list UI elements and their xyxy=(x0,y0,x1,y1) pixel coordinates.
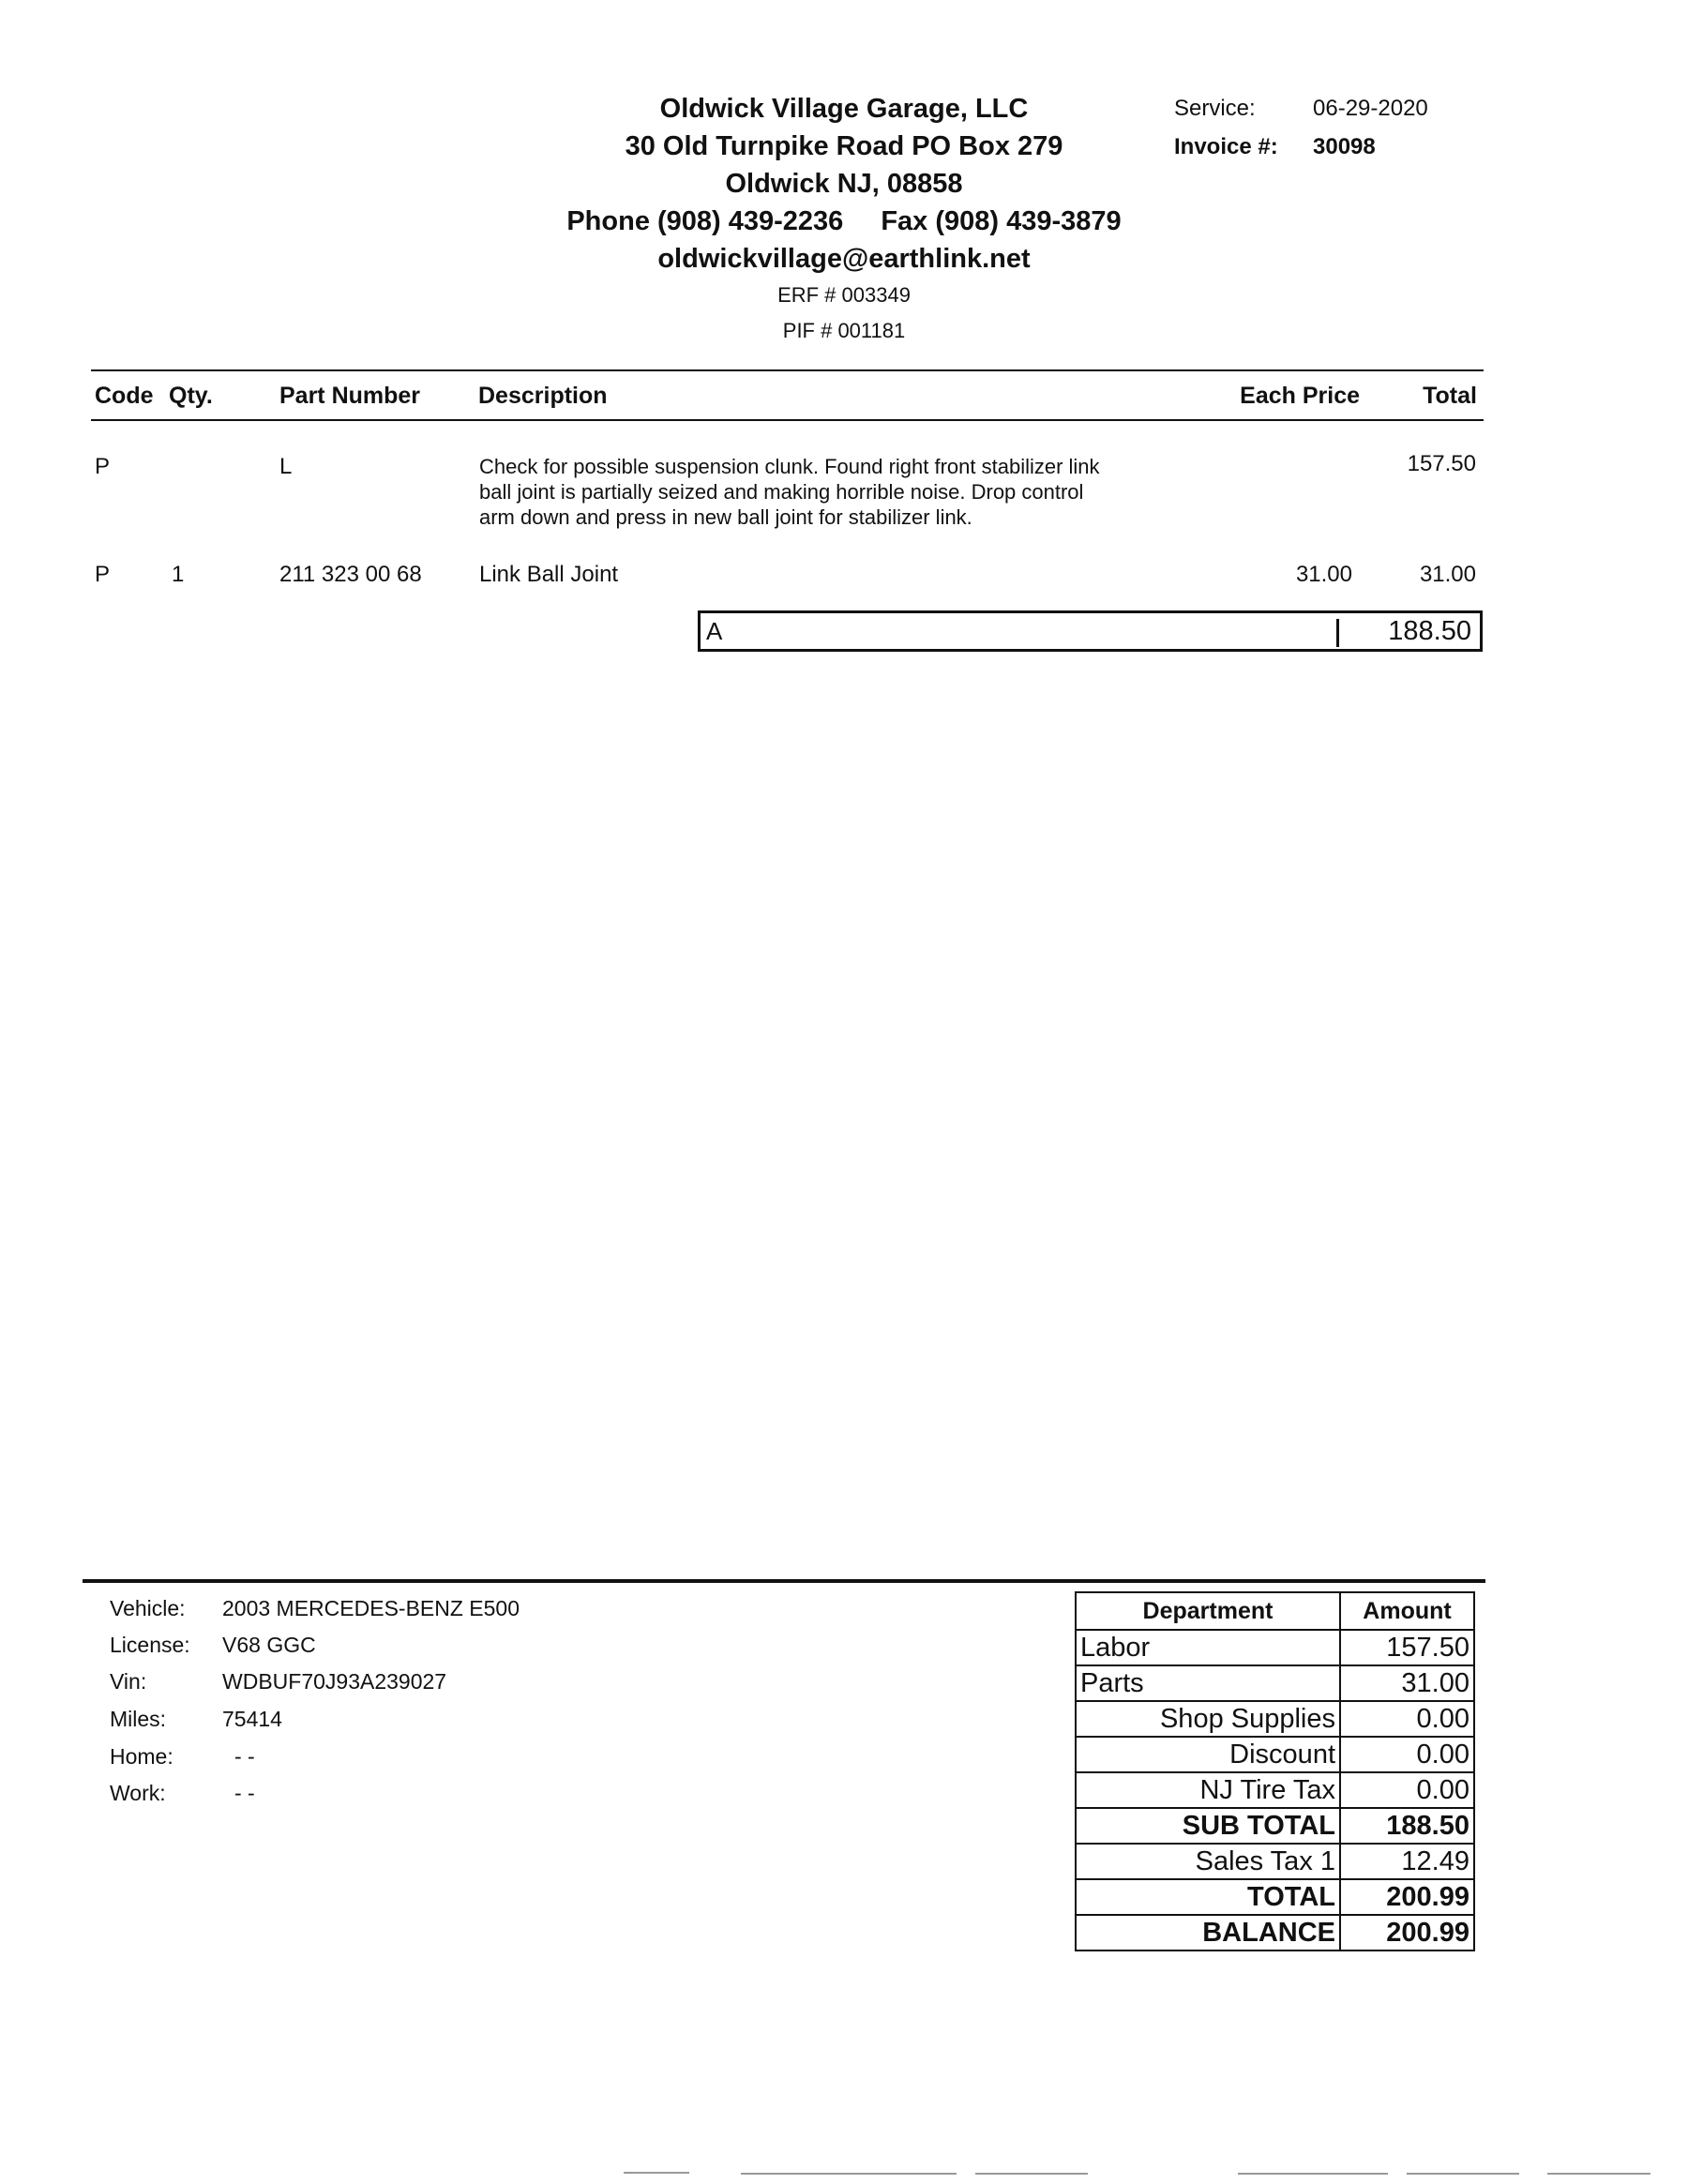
section-total-box xyxy=(698,610,1483,652)
summary-row-discount xyxy=(1076,1737,1474,1772)
invoice-number: 30098 xyxy=(1313,134,1376,159)
license-value: V68 GGC xyxy=(222,1633,316,1657)
summary-label: Shop Supplies xyxy=(1076,1701,1340,1737)
scan-dash xyxy=(1407,2173,1519,2175)
service-label: Service: xyxy=(1174,96,1256,121)
work-label: Work: xyxy=(110,1781,166,1805)
summary-row-sales-tax xyxy=(1076,1844,1474,1879)
line-item-each-price: 31.00 xyxy=(1295,562,1352,587)
line-item-total: 157.50 xyxy=(1407,451,1476,476)
summary-header-row xyxy=(1076,1592,1474,1630)
company-fax: Fax (908) 439-3879 xyxy=(881,206,1122,236)
vin-label: Vin: xyxy=(110,1669,147,1694)
summary-row-parts xyxy=(1076,1665,1474,1701)
section-total-label: A xyxy=(706,617,723,645)
miles-label: Miles: xyxy=(110,1707,167,1731)
summary-amount: 0.00 xyxy=(1340,1701,1474,1737)
col-each-price: Each Price xyxy=(1240,383,1360,409)
company-email: oldwickvillage@earthlink.net xyxy=(657,244,1031,274)
scan-dash xyxy=(624,2172,689,2174)
line-item-qty: 1 xyxy=(172,562,185,587)
vehicle-value: 2003 MERCEDES-BENZ E500 xyxy=(222,1596,520,1620)
summary-amount: 0.00 xyxy=(1340,1737,1474,1772)
summary-label: SUB TOTAL xyxy=(1076,1808,1340,1844)
company-contact xyxy=(0,206,1688,237)
erf-number: ERF # 003349 xyxy=(777,283,911,307)
line-item-description: Link Ball Joint xyxy=(479,562,619,587)
summary-amount: 200.99 xyxy=(1340,1915,1474,1951)
summary-label: TOTAL xyxy=(1076,1879,1340,1915)
section-total-divider xyxy=(1336,619,1339,647)
summary-table xyxy=(1075,1591,1475,1951)
summary-amount: 0.00 xyxy=(1340,1772,1474,1808)
col-description: Description xyxy=(478,383,608,409)
line-item-part-number: L xyxy=(279,454,293,479)
summary-amount: 157.50 xyxy=(1340,1630,1474,1665)
company-phone: Phone (908) 439-2236 xyxy=(566,206,844,236)
summary-row-total xyxy=(1076,1879,1474,1915)
summary-label: Parts xyxy=(1076,1665,1340,1701)
summary-row-shop-supplies xyxy=(1076,1701,1474,1737)
summary-label: Labor xyxy=(1076,1630,1340,1665)
header-rule-top xyxy=(91,369,1484,371)
header-rule-bottom xyxy=(91,419,1484,421)
col-code: Code xyxy=(95,383,154,409)
scan-dash xyxy=(1547,2173,1650,2175)
department-header: Department xyxy=(1076,1592,1340,1630)
line-item-part-number: 211 323 00 68 xyxy=(279,562,422,587)
company-name: Oldwick Village Garage, LLC xyxy=(659,94,1029,124)
summary-label: NJ Tire Tax xyxy=(1076,1772,1340,1808)
description-line: Check for possible suspension clunk. Found right front stabilizer link xyxy=(479,455,1100,478)
description-line: ball joint is partially seized and making horrible noise. Drop control xyxy=(479,480,1084,504)
summary-label: Discount xyxy=(1076,1737,1340,1772)
line-item-description xyxy=(479,454,1248,530)
scan-dash xyxy=(975,2173,1088,2175)
summary-label: Sales Tax 1 xyxy=(1076,1844,1340,1879)
summary-amount: 188.50 xyxy=(1340,1808,1474,1844)
summary-row-labor xyxy=(1076,1630,1474,1665)
line-item-total: 31.00 xyxy=(1419,562,1476,587)
line-item-code: P xyxy=(95,454,111,479)
vin-value: WDBUF70J93A239027 xyxy=(222,1669,447,1694)
col-total: Total xyxy=(1423,383,1477,409)
service-date: 06-29-2020 xyxy=(1313,96,1428,121)
col-part-number: Part Number xyxy=(279,383,421,409)
miles-value: 75414 xyxy=(222,1707,282,1731)
company-city: Oldwick NJ, 08858 xyxy=(725,169,963,199)
summary-amount: 200.99 xyxy=(1340,1879,1474,1915)
summary-row-sub-total xyxy=(1076,1808,1474,1844)
description-line: arm down and press in new ball joint for stabilizer link. xyxy=(479,505,972,529)
home-label: Home: xyxy=(110,1744,173,1769)
summary-amount: 12.49 xyxy=(1340,1844,1474,1879)
invoice-label: Invoice #: xyxy=(1174,134,1278,159)
summary-amount: 31.00 xyxy=(1340,1665,1474,1701)
license-label: License: xyxy=(110,1633,190,1657)
amount-header: Amount xyxy=(1340,1592,1474,1630)
summary-row-nj-tire-tax xyxy=(1076,1772,1474,1808)
section-total-value: 188.50 xyxy=(1388,616,1471,646)
pif-number: PIF # 001181 xyxy=(782,319,906,342)
col-qty: Qty. xyxy=(169,383,213,409)
vehicle-label: Vehicle: xyxy=(110,1596,186,1620)
footer-rule xyxy=(83,1579,1485,1583)
scan-dash xyxy=(741,2173,957,2175)
scan-dash xyxy=(1238,2173,1388,2175)
home-value: - - xyxy=(234,1744,255,1769)
company-address: 30 Old Turnpike Road PO Box 279 xyxy=(625,131,1063,161)
work-value: - - xyxy=(234,1781,255,1805)
line-item-code: P xyxy=(95,562,111,587)
summary-row-balance xyxy=(1076,1915,1474,1951)
summary-label: BALANCE xyxy=(1076,1915,1340,1951)
